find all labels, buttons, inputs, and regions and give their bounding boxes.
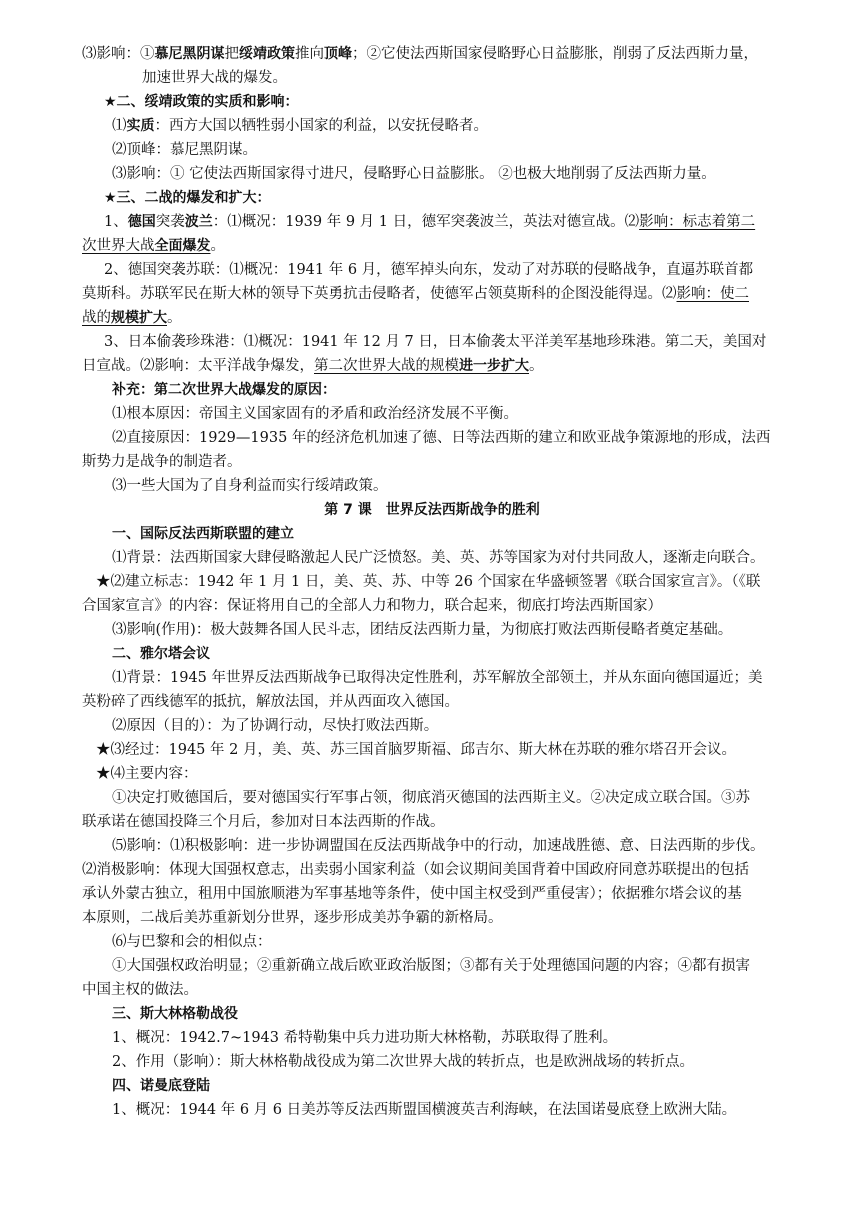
- text: ：西方大国以牺牲弱小国家的利益，以安抚侵略者。: [154, 118, 488, 134]
- paragraph-continuation: 本原则，二战后美苏重新划分世界，逐步形成美苏争霸的新格局。: [82, 910, 503, 926]
- bold-term: 德国: [127, 214, 156, 230]
- bold-term: 进一步扩大: [459, 358, 529, 374]
- text: 推向: [295, 46, 324, 62]
- paragraph-continuation: 中国主权的做法。: [82, 982, 198, 998]
- section-heading: 四、诺曼底登陆: [112, 1078, 210, 1094]
- list-item: ⑴根本原因：帝国主义国家固有的矛盾和政治经济发展不平衡。: [112, 406, 518, 422]
- text: ⑴: [112, 118, 127, 134]
- list-item: 1、概况：1944 年 6 月 6 日美苏等反法西斯盟国横渡英吉利海峡，在法国诺曼底登上欧洲大陆。: [112, 1102, 737, 1118]
- list-item: ★⑵建立标志：1942 年 1 月 1 日，美、英、苏、中等 26 个国家在华盛顿签署《联合国家宣言》。（《联: [96, 574, 761, 590]
- list-item: [82, 114, 782, 138]
- text: 。: [210, 238, 225, 254]
- text: 1、: [104, 214, 128, 230]
- text: 突袭: [155, 214, 185, 230]
- section-heading: 三、斯大林格勒战役: [112, 1006, 238, 1022]
- section-heading: 二、雅尔塔会议: [112, 646, 210, 662]
- paragraph-impact: [82, 42, 782, 66]
- bold-term: 顶峰: [324, 46, 352, 62]
- paragraph: 3、日本偷袭珍珠港：⑴概况：1941 年 12 月 7 日，日本偷袭太平洋美军基地珍珠港。第二天，美国对: [104, 334, 767, 350]
- text: 。: [167, 310, 182, 326]
- bold-term: 波兰: [184, 214, 213, 230]
- paragraph-continuation: [82, 306, 782, 330]
- paragraph: 2、德国突袭苏联：⑴概况：1941 年 6 月，德军掉头向东，发动了对苏联的侵略战争，直逼苏联首都: [104, 262, 754, 278]
- list-item: ⑵直接原因：1929—1935 年的经济危机加速了德、日等法西斯的建立和欧亚战争策源地的形成，法西: [112, 430, 771, 446]
- underlined-text: 次世界大战: [82, 238, 155, 254]
- bold-term: 规模扩大: [111, 310, 167, 326]
- text: ⑶影响：①: [82, 46, 155, 62]
- list-item: ⑹与巴黎和会的相似点：: [112, 934, 272, 950]
- underlined-text: 影响：标志着第二: [639, 214, 756, 230]
- list-item: ⑸影响：⑴积极影响：进一步协调盟国在反法西斯战争中的行动，加速战胜德、意、日法西斯的步伐。: [112, 838, 765, 854]
- text: ；②它使法西斯国家侵略野心日益膨胀，削弱了反法西斯力量，: [352, 46, 758, 62]
- paragraph-continuation: 加速世界大战的爆发。: [142, 70, 287, 86]
- list-item: ⑶一些大国为了自身利益而实行绥靖政策。: [112, 478, 388, 494]
- list-item: ⑶影响(作用)：极大鼓舞各国人民斗志，团结反法西斯力量，为彻底打败法西斯侵略者奠定基础。: [112, 622, 733, 638]
- paragraph-continuation: ⑵消极影响：体现大国强权意志，出卖弱小国家利益（如会议期间美国背着中国政府同意苏联提出的包括: [82, 862, 749, 878]
- paragraph-continuation: 斯势力是战争的制造者。: [82, 454, 242, 470]
- list-item: ★⑷主要内容：: [96, 766, 198, 782]
- section-heading: 一、国际反法西斯联盟的建立: [112, 526, 294, 542]
- text: ：⑴概况：1939 年 9 月 1 日，德军突袭波兰，英法对德宣战。⑵: [212, 214, 640, 230]
- paragraph: ①大国强权政治明显；②重新确立战后欧亚政治版图；③都有关于处理德国问题的内容；④都有损害: [112, 958, 750, 974]
- list-item: ⑵顶峰：慕尼黑阴谋。: [112, 142, 257, 158]
- underlined-text: 影响：使二: [676, 286, 749, 302]
- paragraph-continuation: [82, 234, 782, 258]
- list-item: ⑵原因（目的）：为了协调行动，尽快打败法西斯。: [112, 718, 439, 734]
- paragraph: ①决定打败德国后，要对德国实行军事占领，彻底消灭德国的法西斯主义。②决定成立联合国。③苏: [112, 790, 750, 806]
- text: 。: [529, 358, 544, 374]
- lesson-title: 第 7 课 世界反法西斯战争的胜利: [324, 502, 540, 518]
- paragraph-continuation: 英粉碎了西线德军的抵抗，解放法国，并从西面攻入德国。: [82, 694, 459, 710]
- list-item: 2、作用（影响）：斯大林格勒战役成为第二次世界大战的转折点，也是欧洲战场的转折点。: [112, 1054, 694, 1070]
- paragraph-continuation: 联承诺在德国投降三个月后，参加对日本法西斯的作战。: [82, 814, 445, 830]
- paragraph-continuation: [82, 354, 782, 378]
- bold-term: 全面爆发: [154, 238, 211, 254]
- paragraph-continuation: 承认外蒙古独立，租用中国旅顺港为军事基地等条件，使中国主权受到严重侵害）；依据雅尔塔会议的基: [82, 886, 742, 902]
- section-heading: ★三、二战的爆发和扩大：: [104, 190, 271, 206]
- text: 把: [224, 46, 239, 62]
- bold-term: 绥靖政策: [239, 46, 295, 62]
- list-item: ⑴背景：法西斯国家大肆侵略激起人民广泛愤怒。美、英、苏等国家为对付共同敌人，逐渐走向联合。: [112, 550, 765, 566]
- supplement-heading: 补充：第二次世界大战爆发的原因：: [112, 382, 336, 398]
- paragraph-continuation: [82, 282, 782, 306]
- paragraph: [82, 210, 782, 234]
- section-heading: ★二、绥靖政策的实质和影响：: [104, 94, 299, 110]
- list-item: ⑶影响：① 它使法西斯国家得寸进尺，侵略野心日益膨胀。 ②也极大地削弱了反法西斯力量。: [112, 166, 716, 182]
- paragraph-continuation: 合国家宣言》的内容：保证将用自己的全部人力和物力，联合起来，彻底打垮法西斯国家）: [82, 598, 662, 614]
- list-item: ⑴背景：1945 年世界反法西斯战争已取得决定性胜利，苏军解放全部领土，并从东面向德国逼近；美: [112, 670, 763, 686]
- list-item: 1、概况：1942.7~1943 希特勒集中兵力进功斯大林格勒，苏联取得了胜利。: [112, 1030, 618, 1046]
- list-item: ★⑶经过：1945 年 2 月，美、英、苏三国首脑罗斯福、邱吉尔、斯大林在苏联的雅尔塔召开会议。: [96, 742, 736, 758]
- text: 莫斯科。苏联军民在斯大林的领导下英勇抗击侵略者，使德军占领莫斯科的企图没能得逞。⑵: [82, 286, 677, 302]
- bold-term: 慕尼黑阴谋: [154, 46, 225, 62]
- text: 日宣战。⑵影响：太平洋战争爆发，: [82, 358, 314, 374]
- bold-term: 实质: [126, 118, 155, 134]
- underlined-text: 战的: [82, 310, 111, 326]
- underlined-text: 第二次世界大战的规模: [314, 358, 459, 374]
